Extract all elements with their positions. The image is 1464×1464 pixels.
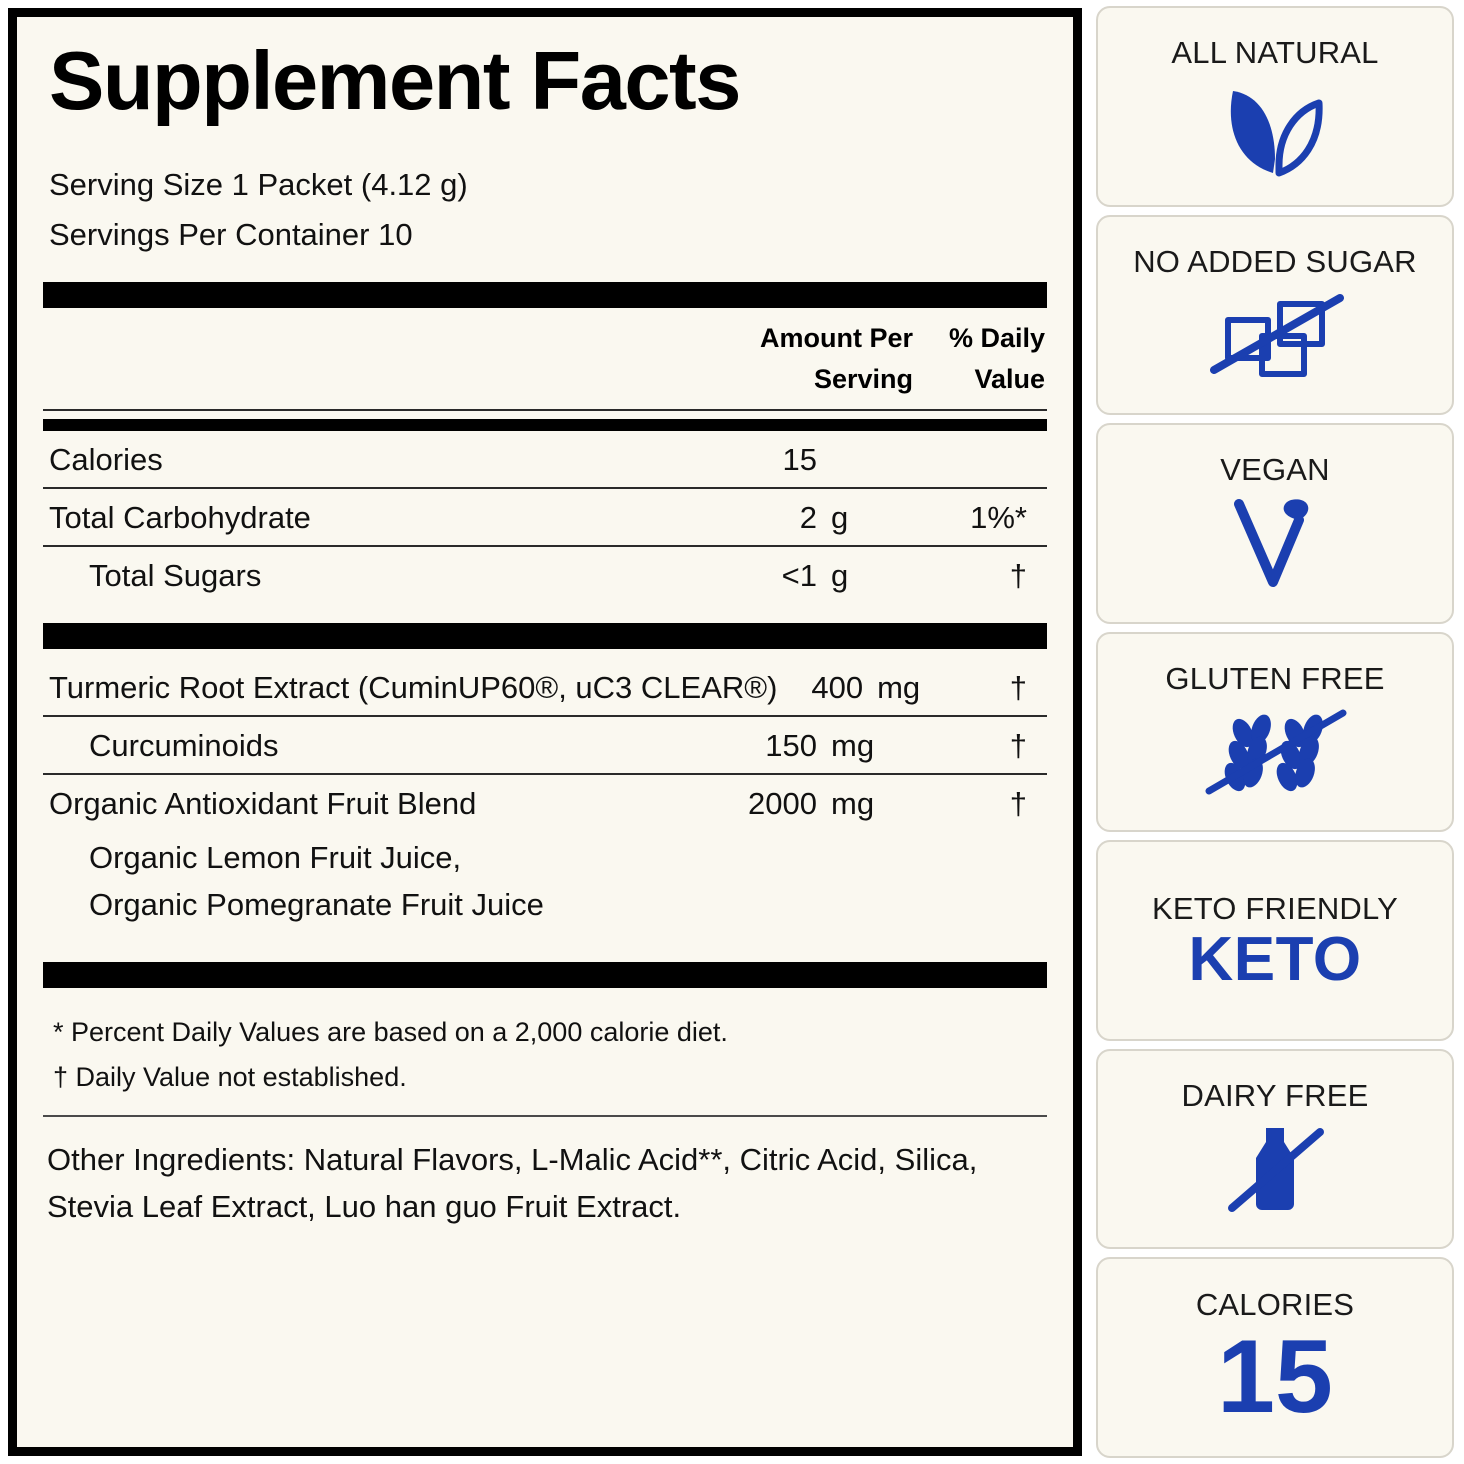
badge-dairy-free	[1096, 1049, 1454, 1250]
supplement-facts-panel	[8, 8, 1082, 1456]
ingredient-name: Curcuminoids	[89, 728, 279, 764]
nutrient-dv: †	[1009, 558, 1027, 594]
nutrient-unit: g	[831, 500, 849, 536]
table-row	[43, 659, 1047, 715]
nutrient-unit: g	[831, 558, 849, 594]
nutrient-name: Total Sugars	[89, 558, 262, 594]
servings-per-container: Servings Per Container 10	[49, 216, 413, 252]
badge-keto-friendly	[1096, 840, 1454, 1041]
ingredient-unit: mg	[877, 670, 921, 706]
nutrient-value: <1	[781, 558, 817, 594]
divider-thick-top	[43, 282, 1047, 308]
amount-per-line1: Amount Per	[759, 323, 913, 354]
ingredient-dv: †	[1009, 786, 1027, 822]
footnotes	[43, 988, 1047, 1115]
badge-calories	[1096, 1257, 1454, 1458]
daily-value-header	[927, 318, 1045, 399]
daily-value-line2: Value	[974, 363, 1045, 394]
ingredient-value: 150	[765, 728, 817, 764]
serving-info	[49, 160, 1047, 260]
ingredient-value: 2000	[748, 786, 817, 822]
divider-thick-bottom	[43, 962, 1047, 988]
footnote-dagger: † Daily Value not established.	[53, 1061, 407, 1092]
badge-label: GLUTEN FREE	[1165, 661, 1385, 697]
nutrient-dv: 1%*	[970, 500, 1027, 536]
footnote-daily-value-percent: * Percent Daily Values are based on a 2,000 calorie diet.	[53, 1017, 728, 1048]
daily-value-line1: % Daily	[948, 323, 1045, 354]
keto-text-icon: KETO	[1188, 924, 1362, 994]
ingredient-dv: †	[1009, 728, 1027, 764]
page-title: Supplement Facts	[49, 34, 740, 127]
amount-per-serving-header	[713, 318, 927, 399]
badge-gluten-free	[1096, 632, 1454, 833]
nutrient-name: Calories	[49, 442, 163, 478]
wheat-crossed-icon	[1199, 699, 1351, 803]
badge-label: KETO FRIENDLY	[1151, 890, 1399, 926]
table-row	[43, 717, 1047, 773]
divider-thick-mid	[43, 623, 1047, 649]
column-headers	[43, 308, 1047, 409]
vegan-v-leaf-icon	[1213, 490, 1337, 594]
divider-medium-1	[43, 419, 1047, 431]
blend-sublist-item: Organic Lemon Fruit Juice,	[89, 840, 462, 876]
badge-vegan	[1096, 423, 1454, 624]
badge-label: VEGAN	[1220, 452, 1330, 488]
calorie-number: 15	[1217, 1318, 1333, 1435]
ingredient-unit: mg	[831, 786, 875, 822]
amount-per-line2: Serving	[813, 363, 913, 394]
badge-no-added-sugar	[1096, 215, 1454, 416]
badge-label: NO ADDED SUGAR	[1133, 243, 1417, 279]
nutrient-value: 15	[782, 442, 817, 478]
ingredient-unit: mg	[831, 728, 875, 764]
table-row	[43, 489, 1047, 545]
ingredient-name: Turmeric Root Extract (CuminUP60®, uC3 CLEAR®)	[49, 670, 778, 706]
table-row	[43, 547, 1047, 603]
badge-label: DAIRY FREE	[1181, 1078, 1369, 1114]
blend-sublist-item: Organic Pomegranate Fruit Juice	[89, 886, 544, 922]
blend-sublist	[43, 831, 1047, 940]
table-row	[43, 431, 1047, 487]
nutrient-name: Total Carbohydrate	[49, 500, 311, 536]
badge-all-natural	[1096, 6, 1454, 207]
leaf-icon	[1209, 73, 1341, 177]
ingredient-dv: †	[1009, 670, 1027, 706]
badge-label: ALL NATURAL	[1171, 35, 1379, 71]
other-ingredients-line2: Stevia Leaf Extract, Luo han guo Fruit Extract.	[47, 1188, 682, 1224]
sugar-cubes-crossed-icon	[1200, 282, 1350, 386]
serving-size: Serving Size 1 Packet (4.12 g)	[49, 166, 468, 202]
other-ingredients	[43, 1117, 1047, 1230]
badge-column	[1096, 0, 1464, 1464]
other-ingredients-line1: Other Ingredients: Natural Flavors, L-Malic Acid**, Citric Acid, Silica,	[47, 1142, 978, 1178]
table-row	[43, 775, 1047, 831]
nutrient-value: 2	[799, 500, 817, 536]
ingredient-name: Organic Antioxidant Fruit Blend	[49, 786, 477, 822]
milk-bottle-crossed-icon	[1210, 1116, 1340, 1220]
badge-label: CALORIES	[1195, 1286, 1355, 1322]
ingredient-value: 400	[811, 670, 864, 706]
